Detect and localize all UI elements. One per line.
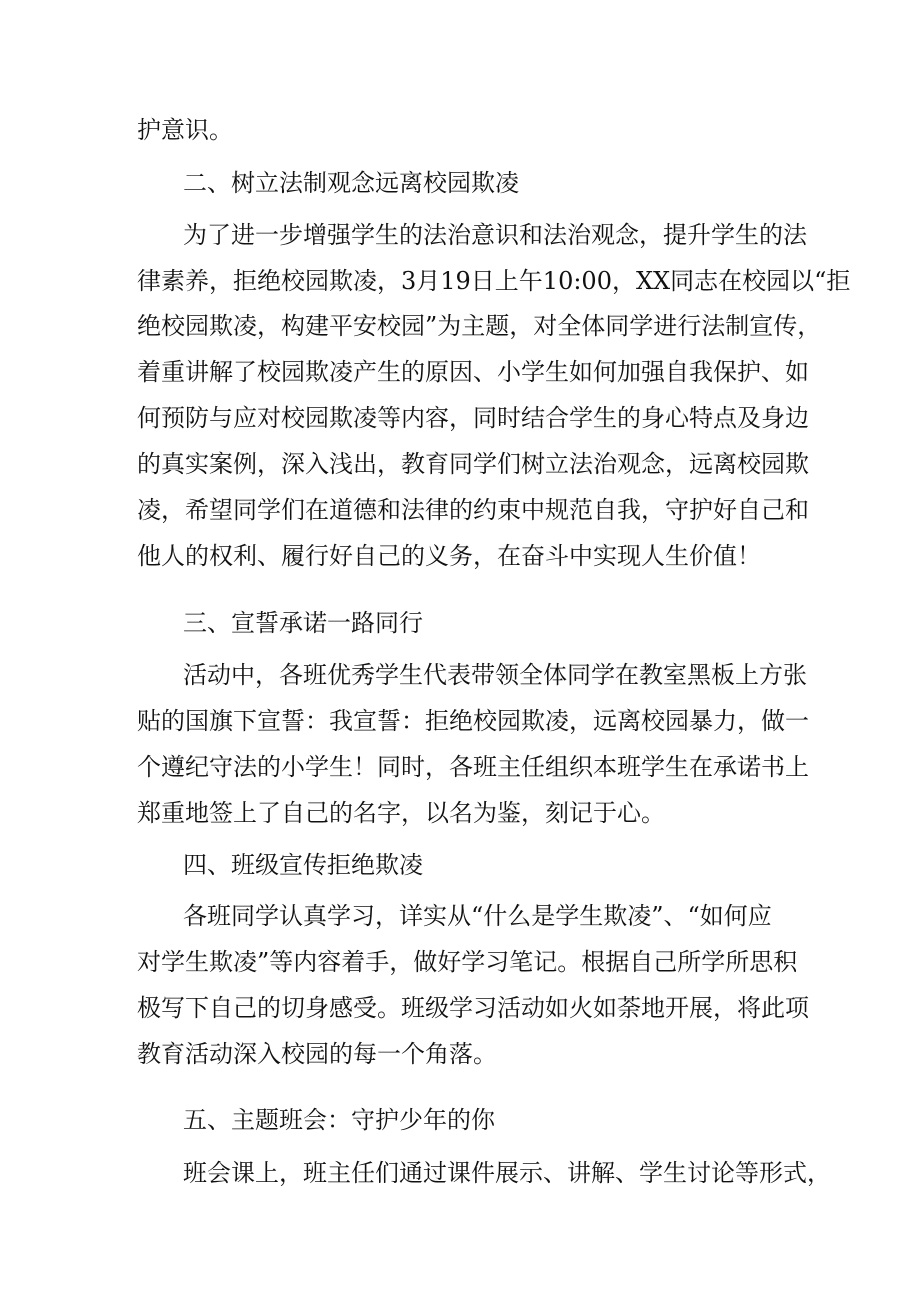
text-line: 贴的国旗下宣誓：我宣誓：拒绝校园欺凌，远离校园暴力，做一 bbox=[137, 707, 809, 735]
text-line: 绝校园欺凌，构建平安校园”为主题，对全体同学进行法制宣传， bbox=[137, 312, 822, 340]
text-line: 何预防与应对校园欺凌等内容，同时结合学生的身心特点及身边 bbox=[137, 404, 809, 432]
section-heading: 二、树立法制观念远离校园欺凌 bbox=[183, 169, 519, 197]
text-line: 教育活动深入校园的每一个角落。 bbox=[137, 1040, 497, 1068]
text-line: 的真实案例，深入浅出，教育同学们树立法治观念，远离校园欺 bbox=[137, 450, 809, 478]
section-heading: 三、宣誓承诺一路同行 bbox=[183, 609, 423, 637]
text-line: 个遵纪守法的小学生！同时，各班主任组织本班学生在承诺书上 bbox=[137, 753, 809, 781]
text-line: 着重讲解了校园欺凌产生的原因、小学生如何加强自我保护、如 bbox=[137, 358, 809, 386]
text-line: 对学生欺凌”等内容着手，做好学习笔记。根据自己所学所思积 bbox=[137, 948, 798, 976]
text-line: 律素养，拒绝校园欺凌，3月19日上午10:00，XX同志在校园以“拒 bbox=[137, 267, 851, 295]
text-line: 为了进一步增强学生的法治意识和法治观念，提升学生的法 bbox=[183, 221, 807, 249]
text-line: 极写下自己的切身感受。班级学习活动如火如荼地开展，将此项 bbox=[137, 994, 809, 1022]
section-heading: 五、主题班会：守护少年的你 bbox=[183, 1106, 495, 1134]
text-line: 各班同学认真学习，详实从“什么是学生欺凌”、“如何应 bbox=[183, 902, 772, 930]
text-line: 他人的权利、履行好自己的义务，在奋斗中实现人生价值！ bbox=[137, 542, 761, 570]
text-line: 班会课上，班主任们通过课件展示、讲解、学生讨论等形式， bbox=[183, 1159, 831, 1187]
text-line: 凌，希望同学们在道德和法律的约束中规范自我，守护好自己和 bbox=[137, 496, 809, 524]
text-line: 郑重地签上了自己的名字，以名为鉴，刻记于心。 bbox=[137, 799, 665, 827]
text-line: 护意识。 bbox=[137, 116, 233, 144]
section-heading: 四、班级宣传拒绝欺凌 bbox=[183, 851, 423, 879]
text-line: 活动中，各班优秀学生代表带领全体同学在教室黑板上方张 bbox=[183, 661, 807, 689]
